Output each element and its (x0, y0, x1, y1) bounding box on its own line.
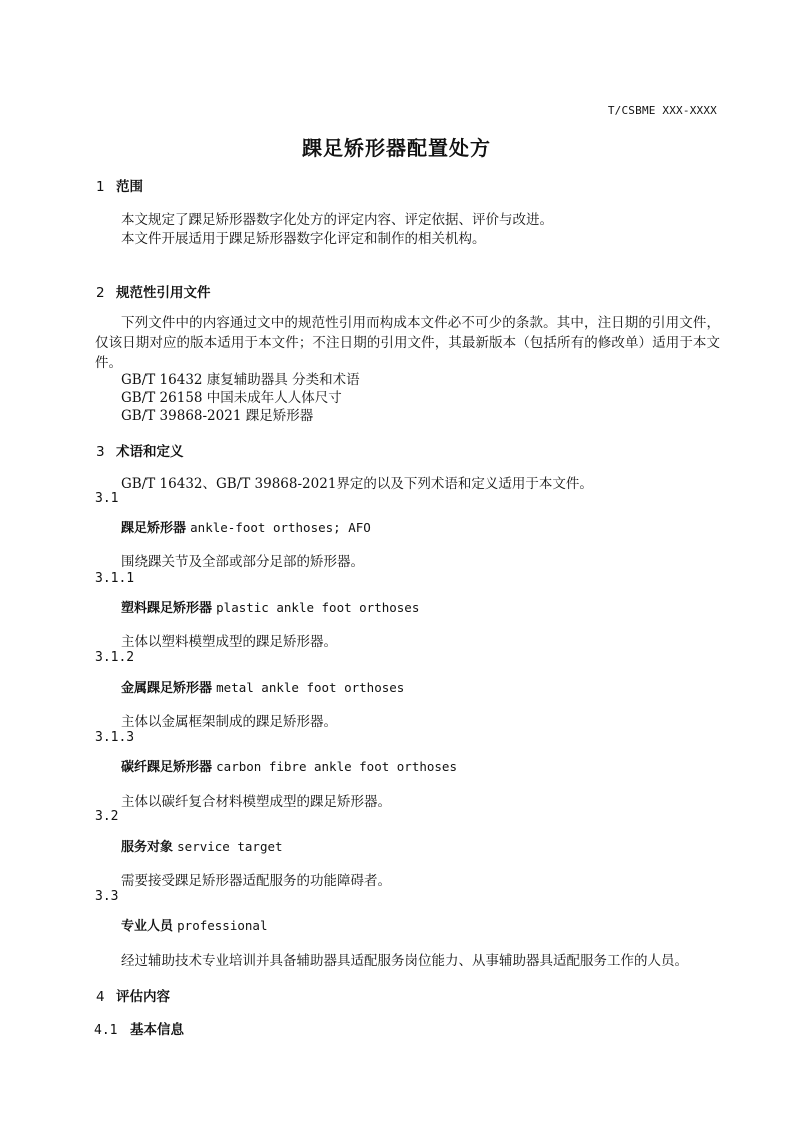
section-heading-terms (96, 440, 184, 460)
section-title: 规范性引用文件 (116, 285, 211, 301)
term-number: 3.1.1 (95, 571, 135, 586)
scope-paragraph: 本文规定了踝足矫形器数字化处方的评定内容、评定依据、评价与改进。 (121, 212, 553, 228)
section-title: 范围 (116, 179, 143, 195)
section-number: 1 (96, 179, 105, 195)
term-name-zh: 碳纤踝足矫形器 (121, 760, 213, 775)
term-definition: 主体以金属框架制成的踝足矫形器。 (121, 714, 337, 730)
document-title: 踝足矫形器配置处方 (302, 136, 491, 160)
section-number: 2 (96, 285, 105, 301)
term-definition: 需要接受踝足矫形器适配服务的功能障碍者。 (121, 873, 391, 889)
term-heading (121, 836, 283, 855)
reference-item: GB/T 16432 康复辅助器具 分类和术语 (121, 372, 360, 388)
term-name-zh: 服务对象 (121, 840, 174, 855)
term-name-en: carbon fibre ankle foot orthoses (216, 759, 457, 774)
term-name-en: professional (177, 918, 268, 933)
term-definition: 主体以塑料模塑成型的踝足矫形器。 (121, 634, 337, 650)
subsection-number: 4.1 (94, 1023, 118, 1038)
term-name-en: ankle-foot orthoses; AFO (190, 520, 371, 535)
term-heading (121, 756, 457, 775)
term-definition: 围绕踝关节及全部或部分足部的矫形器。 (121, 554, 364, 570)
term-name-en: plastic ankle foot orthoses (216, 600, 420, 615)
term-heading (121, 915, 267, 934)
reference-item: GB/T 39868-2021 踝足矫形器 (121, 408, 314, 424)
section-heading-refs (96, 281, 211, 301)
term-number: 3.2 (95, 809, 119, 824)
section-title: 术语和定义 (116, 444, 184, 460)
terms-intro: GB/T 16432、GB/T 39868-2021界定的以及下列术语和定义适用于本文件。 (121, 476, 593, 492)
reference-item: GB/T 26158 中国未成年人人体尺寸 (121, 390, 342, 406)
section-number: 3 (96, 444, 105, 460)
refs-intro-paragraph: 下列文件中的内容通过文中的规范性引用而构成本文件必不可少的条款。其中，注日期的引用文件，仅该日期对应的版本适用于本文件；不注日期的引用文件，其最新版本（包括所有的修改单）适用于本文件。 (95, 315, 720, 371)
term-definition: 经过辅助技术专业培训并具备辅助器具适配服务岗位能力、从事辅助器具适配服务工作的人员。 (121, 953, 688, 969)
term-name-zh: 金属踝足矫形器 (121, 681, 213, 696)
term-name-zh: 踝足矫形器 (121, 521, 187, 536)
scope-paragraph: 本文件开展适用于踝足矫形器数字化评定和制作的相关机构。 (121, 231, 486, 247)
document-code: T/CSBME XXX-XXXX (607, 104, 717, 117)
subsection-title: 基本信息 (130, 1022, 184, 1038)
term-name-zh: 专业人员 (121, 919, 174, 934)
section-title: 评估内容 (116, 989, 170, 1005)
term-name-zh: 塑料踝足矫形器 (121, 601, 213, 616)
term-definition: 主体以碳纤复合材料模塑成型的踝足矫形器。 (121, 794, 391, 810)
term-name-en: metal ankle foot orthoses (216, 680, 405, 695)
term-number: 3.1.2 (95, 650, 135, 665)
term-number: 3.1 (95, 491, 119, 506)
term-heading (121, 517, 371, 536)
term-number: 3.3 (95, 889, 119, 904)
section-heading-eval (96, 985, 170, 1005)
section-number: 4 (96, 989, 105, 1005)
term-heading (121, 677, 404, 696)
section-heading-scope (96, 175, 143, 195)
term-heading (121, 597, 419, 616)
term-number: 3.1.3 (95, 730, 135, 745)
subsection-heading-basic-info (94, 1018, 184, 1038)
term-name-en: service target (177, 839, 283, 854)
